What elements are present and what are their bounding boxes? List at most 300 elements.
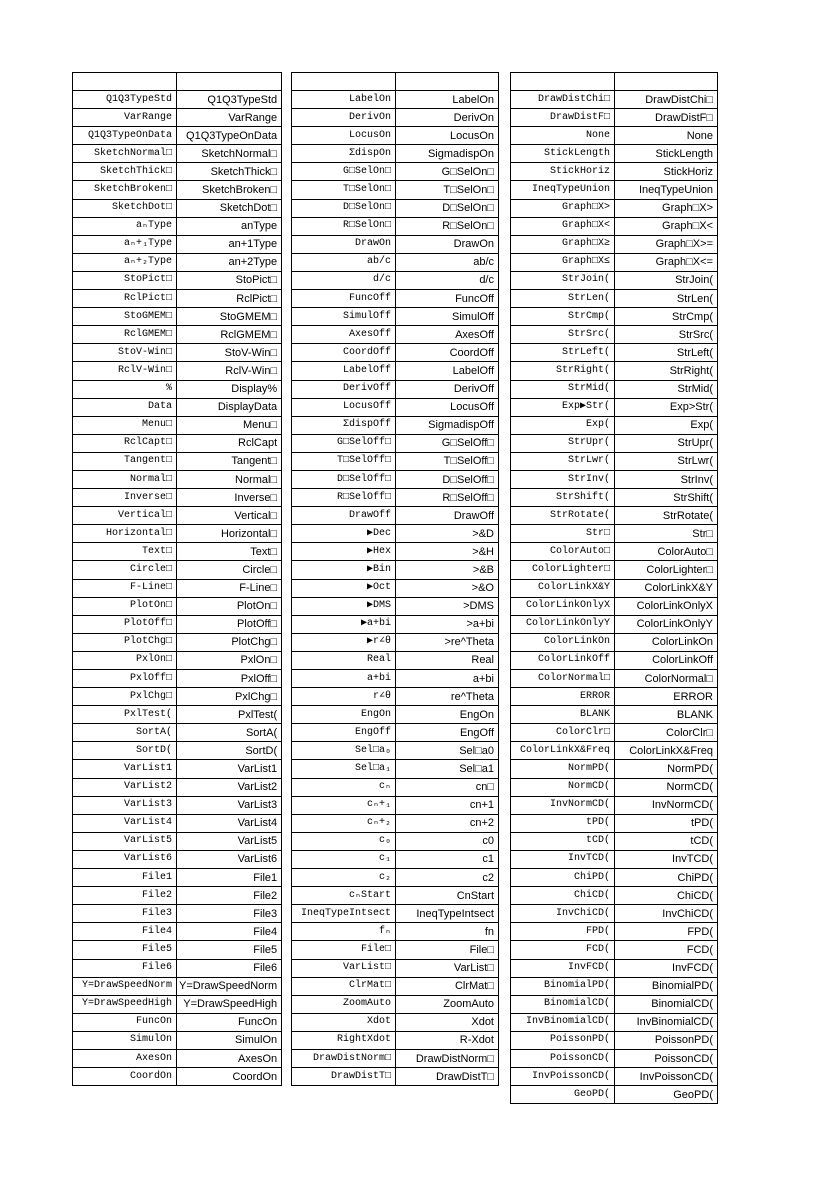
header-row (292, 73, 499, 91)
text-cell: SigmadispOn (396, 145, 499, 163)
text-cell: G□SelOn□ (396, 163, 499, 181)
text-cell: R□SelOn□ (396, 217, 499, 235)
command-cell: Q1Q3TypeOnData (73, 127, 177, 145)
command-cell: r∠θ (292, 688, 396, 706)
command-cell: SketchThick□ (73, 163, 177, 181)
header-cell-command (73, 73, 177, 91)
text-cell: ColorLinkOn (615, 633, 718, 651)
command-cell: NormCD( (511, 778, 615, 796)
command-cell: None (511, 127, 615, 145)
command-cell: Sel□a₀ (292, 742, 396, 760)
command-cell: cₙ (292, 778, 396, 796)
command-cell: T□SelOn□ (292, 181, 396, 199)
command-cell: StoGMEM□ (73, 308, 177, 326)
text-cell: SimulOff (396, 308, 499, 326)
text-cell: StrCmp( (615, 308, 718, 326)
command-cell: Graph□X> (511, 199, 615, 217)
text-cell: >DMS (396, 597, 499, 615)
table-row (292, 362, 499, 380)
text-cell: fn (396, 923, 499, 941)
command-cell: VarList5 (73, 832, 177, 850)
table-row (292, 869, 499, 887)
text-cell: SketchThick□ (177, 163, 282, 181)
table-row (292, 271, 499, 289)
table-row (73, 344, 282, 362)
table-row (292, 796, 499, 814)
text-cell: DrawDistT□ (396, 1068, 499, 1086)
table-row (511, 850, 718, 868)
table-row (511, 380, 718, 398)
command-cell: ▶Oct (292, 579, 396, 597)
text-cell: ZoomAuto (396, 995, 499, 1013)
table-row (73, 597, 282, 615)
text-cell: StrRotate( (615, 507, 718, 525)
command-cell: RclGMEM□ (73, 326, 177, 344)
command-cell: IneqTypeUnion (511, 181, 615, 199)
text-cell: G□SelOff□ (396, 434, 499, 452)
command-cell: StrCmp( (511, 308, 615, 326)
text-cell: StrLwr( (615, 452, 718, 470)
text-cell: PoissonCD( (615, 1049, 718, 1067)
table-row (292, 543, 499, 561)
command-cell: VarList6 (73, 850, 177, 868)
text-cell: tCD( (615, 832, 718, 850)
table-row (73, 760, 282, 778)
table-row (511, 869, 718, 887)
command-table-3 (510, 72, 718, 1104)
text-cell: PxlOn□ (177, 651, 282, 669)
text-cell: File□ (396, 941, 499, 959)
text-cell: Circle□ (177, 561, 282, 579)
table-row (511, 887, 718, 905)
text-cell: Normal□ (177, 470, 282, 488)
table-row (292, 525, 499, 543)
command-cell: StrUpr( (511, 434, 615, 452)
table-row (511, 308, 718, 326)
table-row (73, 199, 282, 217)
table-row (73, 452, 282, 470)
command-cell: c₂ (292, 869, 396, 887)
text-cell: DisplayData (177, 398, 282, 416)
command-cell: BinomialCD( (511, 995, 615, 1013)
command-cell: Y=DrawSpeedHigh (73, 995, 177, 1013)
table-row (73, 470, 282, 488)
table-row (73, 1013, 282, 1031)
command-cell: Graph□X≥ (511, 235, 615, 253)
table-row (511, 398, 718, 416)
command-cell: StrLen( (511, 290, 615, 308)
table-row (292, 887, 499, 905)
text-cell: tPD( (615, 814, 718, 832)
command-cell: G□SelOn□ (292, 163, 396, 181)
text-cell: Q1Q3TypeStd (177, 91, 282, 109)
text-cell: ERROR (615, 688, 718, 706)
command-cell: RightXdot (292, 1031, 396, 1049)
table-row (73, 489, 282, 507)
text-cell: SketchBroken□ (177, 181, 282, 199)
table-row (511, 995, 718, 1013)
table-row (511, 91, 718, 109)
table-row (292, 615, 499, 633)
text-cell: ClrMat□ (396, 977, 499, 995)
text-cell: Xdot (396, 1013, 499, 1031)
text-cell: DrawDistNorm□ (396, 1049, 499, 1067)
text-cell: StrInv( (615, 470, 718, 488)
command-cell: Xdot (292, 1013, 396, 1031)
command-cell: Exp▶Str( (511, 398, 615, 416)
text-cell: ColorLinkOff (615, 651, 718, 669)
command-cell: ChiPD( (511, 869, 615, 887)
table-row (292, 995, 499, 1013)
text-cell: Str□ (615, 525, 718, 543)
text-cell: >a+bi (396, 615, 499, 633)
command-cell: Circle□ (73, 561, 177, 579)
command-cell: ▶DMS (292, 597, 396, 615)
command-cell: fₙ (292, 923, 396, 941)
command-cell: InvChiCD( (511, 905, 615, 923)
text-cell: StrSrc( (615, 326, 718, 344)
text-cell: LabelOn (396, 91, 499, 109)
text-cell: a+bi (396, 670, 499, 688)
table-row (292, 145, 499, 163)
command-cell: ab/c (292, 253, 396, 271)
table-row (511, 507, 718, 525)
text-cell: c1 (396, 850, 499, 868)
command-cell: tPD( (511, 814, 615, 832)
table-row (511, 470, 718, 488)
text-cell: CoordOn (177, 1068, 282, 1086)
command-cell: VarList□ (292, 959, 396, 977)
text-cell: PxlChg□ (177, 688, 282, 706)
text-cell: Menu□ (177, 416, 282, 434)
table-row (511, 670, 718, 688)
table-row (292, 507, 499, 525)
command-cell: % (73, 380, 177, 398)
command-cell: ColorLinkOnlyY (511, 615, 615, 633)
command-cell: PxlOff□ (73, 670, 177, 688)
command-cell: ERROR (511, 688, 615, 706)
text-cell: PlotOn□ (177, 597, 282, 615)
text-cell: Graph□X>= (615, 235, 718, 253)
text-cell: >&H (396, 543, 499, 561)
command-cell: InvFCD( (511, 959, 615, 977)
command-table-1 (72, 72, 282, 1086)
text-cell: InvBinomialCD( (615, 1013, 718, 1031)
text-cell: StrLeft( (615, 344, 718, 362)
text-cell: LocusOff (396, 398, 499, 416)
text-cell: ColorNormal□ (615, 670, 718, 688)
table-row (73, 326, 282, 344)
command-cell: ▶a+bi (292, 615, 396, 633)
command-cell: Graph□X≤ (511, 253, 615, 271)
command-cell: PoissonPD( (511, 1031, 615, 1049)
table-row (292, 199, 499, 217)
table-row (73, 181, 282, 199)
table-row (511, 217, 718, 235)
table-row (73, 615, 282, 633)
text-cell: RclV-Win□ (177, 362, 282, 380)
command-cell: File2 (73, 887, 177, 905)
table-row (73, 398, 282, 416)
command-cell: DrawDistF□ (511, 109, 615, 127)
command-cell: File□ (292, 941, 396, 959)
command-cell: D□SelOn□ (292, 199, 396, 217)
table-row (292, 941, 499, 959)
command-cell: c₁ (292, 850, 396, 868)
table-row (73, 742, 282, 760)
table-row (73, 1049, 282, 1067)
command-cell: InvTCD( (511, 850, 615, 868)
command-cell: DrawDistNorm□ (292, 1049, 396, 1067)
command-cell: ΣdispOn (292, 145, 396, 163)
text-cell: StoPict□ (177, 271, 282, 289)
table-row (511, 1086, 718, 1104)
command-cell: Q1Q3TypeStd (73, 91, 177, 109)
table-row (73, 959, 282, 977)
command-cell: ▶Bin (292, 561, 396, 579)
text-cell: cn+1 (396, 796, 499, 814)
command-cell: VarList4 (73, 814, 177, 832)
command-cell: Vertical□ (73, 507, 177, 525)
table-row (511, 489, 718, 507)
text-cell: >&O (396, 579, 499, 597)
table-row (73, 362, 282, 380)
table-row (292, 850, 499, 868)
command-cell: Data (73, 398, 177, 416)
table-row (511, 1068, 718, 1086)
text-cell: PlotOff□ (177, 615, 282, 633)
command-cell: EngOff (292, 724, 396, 742)
text-cell: T□SelOn□ (396, 181, 499, 199)
text-cell: re^Theta (396, 688, 499, 706)
command-cell: ZoomAuto (292, 995, 396, 1013)
table-row (73, 651, 282, 669)
table-row (73, 271, 282, 289)
command-cell: cₙ+₁ (292, 796, 396, 814)
command-cell: F-Line□ (73, 579, 177, 597)
table-row (292, 181, 499, 199)
table-row (73, 145, 282, 163)
table-row (511, 923, 718, 941)
command-cell: ▶r∠θ (292, 633, 396, 651)
table-row (73, 995, 282, 1013)
text-cell: ab/c (396, 253, 499, 271)
command-cell: File5 (73, 941, 177, 959)
table-row (292, 127, 499, 145)
command-cell: File1 (73, 869, 177, 887)
table-row (292, 724, 499, 742)
command-cell: SimulOn (73, 1031, 177, 1049)
table-row (511, 760, 718, 778)
text-cell: StoGMEM□ (177, 308, 282, 326)
text-cell: IneqTypeUnion (615, 181, 718, 199)
table-row (511, 706, 718, 724)
table-row (292, 778, 499, 796)
command-cell: StrRotate( (511, 507, 615, 525)
text-cell: File3 (177, 905, 282, 923)
command-cell: StrMid( (511, 380, 615, 398)
text-cell: cn□ (396, 778, 499, 796)
table-row (511, 452, 718, 470)
table-row (73, 217, 282, 235)
command-cell: LocusOff (292, 398, 396, 416)
command-cell: PxlChg□ (73, 688, 177, 706)
text-cell: >&D (396, 525, 499, 543)
text-cell: BinomialPD( (615, 977, 718, 995)
table-row (292, 651, 499, 669)
text-cell: FuncOff (396, 290, 499, 308)
command-cell: ColorLinkOff (511, 651, 615, 669)
table-row (73, 977, 282, 995)
table-row (292, 579, 499, 597)
table-row (511, 434, 718, 452)
text-cell: c2 (396, 869, 499, 887)
text-cell: StoV-Win□ (177, 344, 282, 362)
text-cell: RclPict□ (177, 290, 282, 308)
text-cell: Graph□X< (615, 217, 718, 235)
command-cell: BinomialPD( (511, 977, 615, 995)
table-row (511, 543, 718, 561)
command-cell: RclCapt□ (73, 434, 177, 452)
text-cell: Inverse□ (177, 489, 282, 507)
table-row (292, 633, 499, 651)
table-row (511, 1013, 718, 1031)
command-cell: T□SelOff□ (292, 452, 396, 470)
text-cell: DrawDistChi□ (615, 91, 718, 109)
text-cell: BLANK (615, 706, 718, 724)
table-row (511, 977, 718, 995)
command-cell: StrShift( (511, 489, 615, 507)
text-cell: >re^Theta (396, 633, 499, 651)
command-cell: aₙ+₂Type (73, 253, 177, 271)
command-cell: Str□ (511, 525, 615, 543)
command-cell: CoordOff (292, 344, 396, 362)
text-cell: EngOn (396, 706, 499, 724)
command-cell: DerivOn (292, 109, 396, 127)
command-cell: DrawOff (292, 507, 396, 525)
table-row (73, 941, 282, 959)
text-cell: Sel□a0 (396, 742, 499, 760)
command-table-body (511, 73, 718, 1104)
table-row (292, 959, 499, 977)
text-cell: Graph□X<= (615, 253, 718, 271)
command-cell: Exp( (511, 416, 615, 434)
command-cell: SimulOff (292, 308, 396, 326)
command-cell: Text□ (73, 543, 177, 561)
table-row (73, 163, 282, 181)
command-cell: CoordOn (73, 1068, 177, 1086)
text-cell: EngOff (396, 724, 499, 742)
command-cell: VarRange (73, 109, 177, 127)
text-cell: SortA( (177, 724, 282, 742)
text-cell: NormPD( (615, 760, 718, 778)
table-row (73, 814, 282, 832)
command-cell: ChiCD( (511, 887, 615, 905)
table-row (292, 923, 499, 941)
table-row (292, 977, 499, 995)
table-row (73, 633, 282, 651)
text-cell: StrUpr( (615, 434, 718, 452)
text-cell: PxlOff□ (177, 670, 282, 688)
table-row (511, 688, 718, 706)
table-row (511, 561, 718, 579)
command-cell: Horizontal□ (73, 525, 177, 543)
table-row (511, 271, 718, 289)
text-cell: D□SelOff□ (396, 470, 499, 488)
table-row (511, 181, 718, 199)
text-cell: Y=DrawSpeedNorm (177, 977, 282, 995)
text-cell: StickHoriz (615, 163, 718, 181)
command-cell: PlotOff□ (73, 615, 177, 633)
command-cell: ColorLighter□ (511, 561, 615, 579)
command-cell: a+bi (292, 670, 396, 688)
command-cell: AxesOn (73, 1049, 177, 1067)
text-cell: StrJoin( (615, 271, 718, 289)
command-cell: R□SelOff□ (292, 489, 396, 507)
table-row (73, 416, 282, 434)
command-table-2 (291, 72, 499, 1086)
table-row (511, 633, 718, 651)
text-cell: Tangent□ (177, 452, 282, 470)
table-row (73, 778, 282, 796)
table-row (73, 308, 282, 326)
table-row (73, 850, 282, 868)
table-row (292, 344, 499, 362)
text-cell: R-Xdot (396, 1031, 499, 1049)
command-cell: ColorNormal□ (511, 670, 615, 688)
command-cell: SortA( (73, 724, 177, 742)
text-cell: Q1Q3TypeOnData (177, 127, 282, 145)
command-cell: aₙType (73, 217, 177, 235)
text-cell: InvChiCD( (615, 905, 718, 923)
text-cell: File4 (177, 923, 282, 941)
table-row (292, 1013, 499, 1031)
command-cell: FCD( (511, 941, 615, 959)
command-cell: PoissonCD( (511, 1049, 615, 1067)
text-cell: InvTCD( (615, 850, 718, 868)
header-row (73, 73, 282, 91)
command-cell: StrRight( (511, 362, 615, 380)
command-cell: ClrMat□ (292, 977, 396, 995)
text-cell: LocusOn (396, 127, 499, 145)
table-row (511, 959, 718, 977)
text-cell: Text□ (177, 543, 282, 561)
text-cell: ColorClr□ (615, 724, 718, 742)
command-cell: R□SelOn□ (292, 217, 396, 235)
command-cell: Menu□ (73, 416, 177, 434)
text-cell: SketchDot□ (177, 199, 282, 217)
text-cell: ColorAuto□ (615, 543, 718, 561)
table-row (292, 1049, 499, 1067)
table-row (511, 796, 718, 814)
table-row (73, 1031, 282, 1049)
table-row (511, 742, 718, 760)
table-row (511, 1049, 718, 1067)
text-cell: DerivOn (396, 109, 499, 127)
table-row (292, 706, 499, 724)
table-row (292, 832, 499, 850)
text-cell: T□SelOff□ (396, 452, 499, 470)
table-row (292, 1031, 499, 1049)
command-cell: GeoPD( (511, 1086, 615, 1104)
text-cell: AxesOn (177, 1049, 282, 1067)
text-cell: ColorLinkX&Y (615, 579, 718, 597)
header-cell-command (292, 73, 396, 91)
command-cell: ΣdispOff (292, 416, 396, 434)
command-cell: FuncOff (292, 290, 396, 308)
text-cell: d/c (396, 271, 499, 289)
table-row (511, 290, 718, 308)
